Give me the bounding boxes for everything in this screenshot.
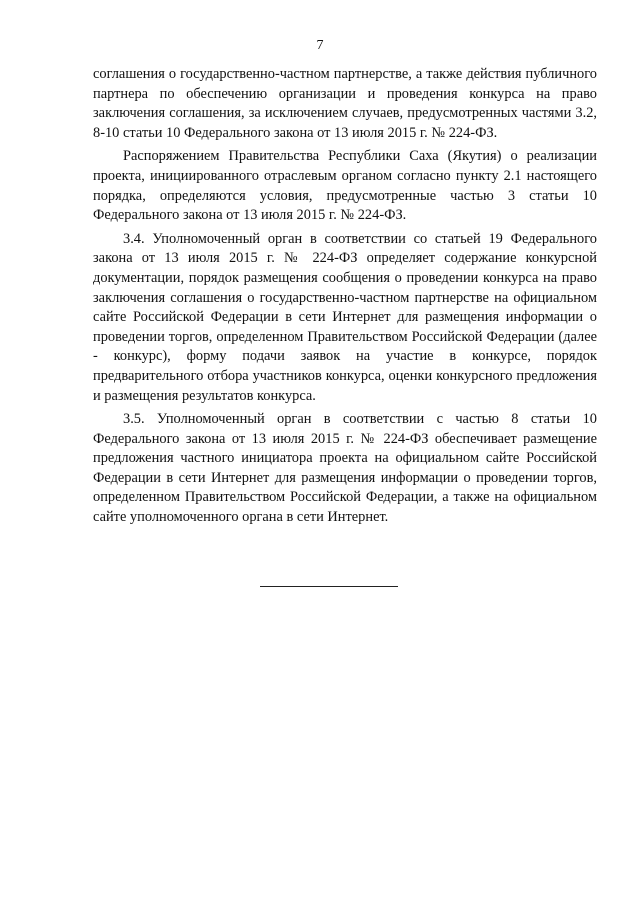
page-number: 7 (316, 38, 324, 53)
paragraph-continuation: соглашения о государственно-частном партнерстве, а также действия публичного партнера по обеспечению организации и проведения конкурса на право заключения соглашения, за исключением случаев, предусмотренных частями 3.2, 8-10 статьи 10 Федерального закона от 13 июля 2015 г. № 224-ФЗ. (93, 66, 597, 141)
paragraph-clause-3-5: 3.5. Уполномоченный орган в соответствии с частью 8 статьи 10 Федерального закона от 13 июля 2015 г. № 224-ФЗ обеспечивает размещение предложения частного инициатора проекта на официальном сайте Российской Федерации в сети Интернет для размещения информации о проведении торгов, определенном Правительством Российской Федерации, а также на официальном сайте уполномоченного органа в сети Интернет. (93, 411, 597, 526)
document-body (93, 65, 597, 532)
paragraph-clause-3-4: 3.4. Уполномоченный орган в соответствии со статьей 19 Федерального закона от 13 июля 2015 г. № 224-ФЗ определяет содержание конкурсной документации, порядок размещения сообщения о проведении конкурса на право заключения соглашения о государственно-частном партнерстве на официальном сайте Российской Федерации в сети Интернет для размещения информации о проведении торгов, определенном Правительством Российской Федерации (далее - конкурс), форму подачи заявок на участие в конкурсе, порядок предварительного отбора участников конкурса, оценки конкурсного предложения и размещения результатов конкурса. (93, 230, 597, 404)
end-of-document-divider (260, 586, 398, 587)
paragraph-government-order: Распоряжением Правительства Республики Саха (Якутия) о реализации проекта, инициированного отраслевым органом согласно пункту 2.1 настоящего порядка, определяются условия, предусмотренные частью 3 статьи 10 Федерального закона от 13 июля 2015 г. № 224-ФЗ. (93, 148, 597, 224)
